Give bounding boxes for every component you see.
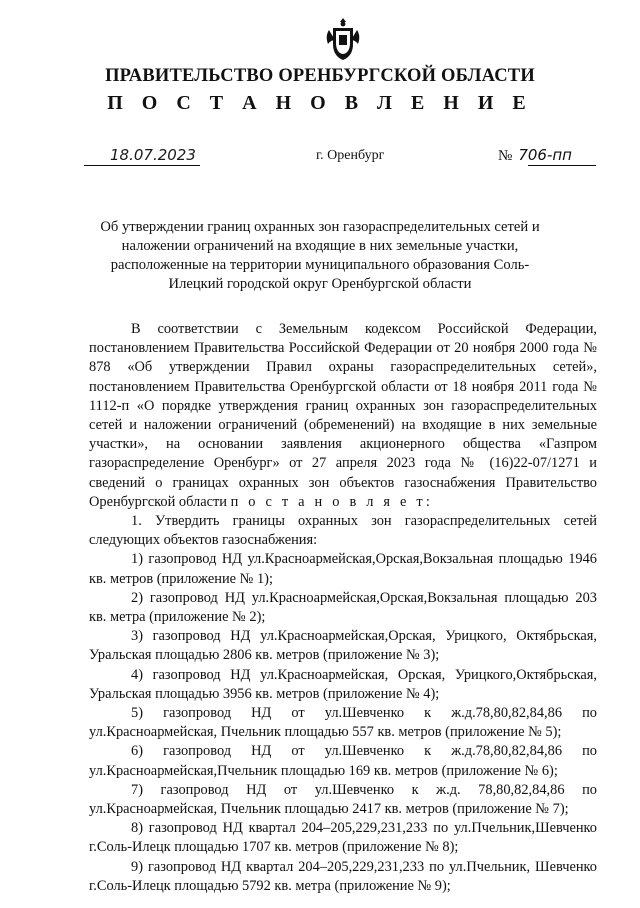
list-item: 8) газопровод НД квартал 204–205,229,231,233 по ул.Пчельник,Шевченко г.Соль-Илецк площадью 1707 кв. метров (приложение № 8); — [89, 820, 597, 856]
list-item: 5) газопровод НД от ул.Шевченко к ж.д.78,80,82,84,86 по ул.Красноармейская, Пчельник площадью 557 кв. метров (приложение № 5); — [89, 705, 597, 741]
coat-of-arms-icon — [323, 16, 363, 64]
list-item: 3) газопровод НД ул.Красноармейская,Орская, Урицкого, Октябрьская, Уральская площадью 2806 кв. метров (приложение № 3); — [89, 628, 597, 664]
number-sign: № — [498, 148, 513, 164]
clause-1: 1. Утвердить границы охранных зон газораспределительных сетей следующих объектов газоснабжения: — [89, 513, 597, 549]
list-item: 7) газопровод НД от ул.Шевченко к ж.д. 78,80,82,84,86 по ул.Красноармейская, Пчельник площадью 2417 кв. метров (приложение № 7); — [89, 781, 597, 818]
list-item: 6) газопровод НД от ул.Шевченко к ж.д.78,80,82,84,86 по ул.Красноармейская,Пчельник площадью 169 кв. метров (приложение № 6); — [89, 743, 597, 779]
list-item: 1) газопровод НД ул.Красноармейская,Орская,Вокзальная площадью 1946 кв. метров (приложение № 1); — [89, 551, 597, 587]
preamble-paragraph — [89, 320, 597, 512]
list-item: 2) газопровод НД ул.Красноармейская,Орская,Вокзальная площадью 203 кв. метра (приложение № 2); — [89, 589, 597, 626]
preamble-text: В соответствии с Земельным кодексом Российской Федерации, постановлением Правительства Российской Федерации от 20 ноября 2000 года № 878 «Об утверждении Правил охраны газораспределительных сетей», постановлением Правительства Оренбургской области от 18 ноября 2011 года № 1112-п «О порядке утверждения границ охранных зон газораспределительных сетей и наложении ограничений (обременений) на входящие в них земельные участки», на основании заявления акционерного общества «Газпром газораспределение Оренбург» от 27 апреля 2023 года № (16)22-07/1271 и сведений о границах охранных зон объектов газоснабжения Правительство Оренбургской области — [89, 321, 597, 510]
document-city: г. Оренбург — [316, 148, 385, 163]
list-item: 4) газопровод НД ул.Красноармейская, Орская, Урицкого,Октябрьская, Уральская площадью 3956 кв. метров (приложение № 4); — [89, 666, 597, 702]
document-type: П О С Т А Н О В Л Е Н И Е — [107, 92, 533, 114]
number-value: 706-пп — [518, 146, 572, 164]
number-underline — [528, 165, 596, 166]
document-number — [498, 146, 572, 165]
objects-list — [89, 550, 597, 896]
document-body — [89, 320, 597, 896]
document-date: 18.07.2023 — [110, 146, 196, 164]
date-underline — [84, 165, 200, 166]
document-title: Об утверждении границ охранных зон газораспределительных сетей и наложении ограничений на входящие в них земельные участки, расположенные на территории муниципального образования Соль-Илецкий городской округ Оренбургской области — [100, 219, 540, 292]
list-item: 9) газопровод НД квартал 204–205,229,231,233 по ул.Пчельник, Шевченко г.Соль-Илецк площадью 5792 кв. метра (приложение № 9); — [89, 858, 597, 894]
organization-name: ПРАВИТЕЛЬСТВО ОРЕНБУРГСКОЙ ОБЛАСТИ — [105, 66, 535, 86]
resolves-text: п о с т а н о в л я е т: — [230, 493, 434, 510]
